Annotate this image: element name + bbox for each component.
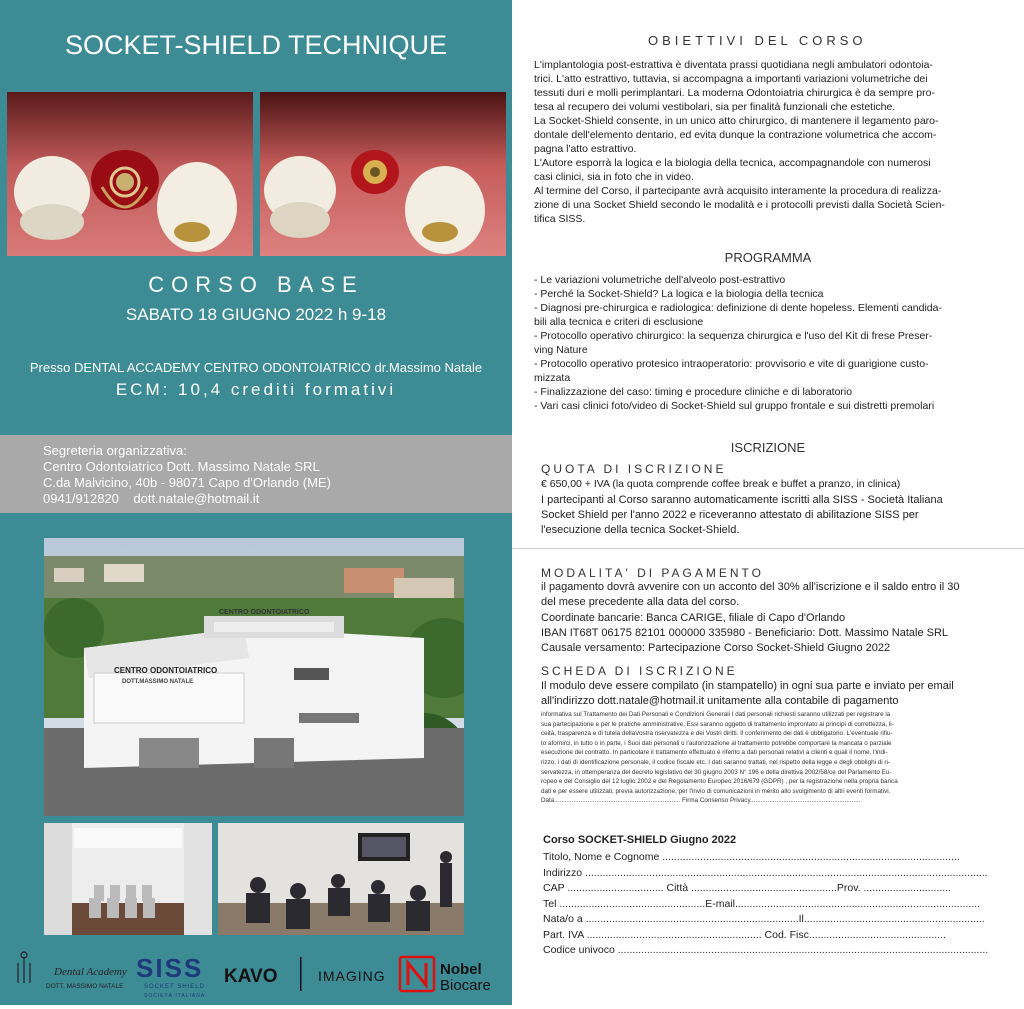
payment-line: il pagamento dovrà avvenire con un acconto del 30% all'iscrizione e il saldo entro il 30 [541, 581, 960, 593]
program-item: - Perché la Socket-Shield? La logica e la biologia della tecnica [534, 288, 824, 300]
dental-academy-subtext: DOTT. MASSIMO NATALE [46, 983, 124, 990]
classroom-empty-photo [44, 823, 212, 935]
payment-line: Coordinate bancarie: Banca CARIGE, filiale di Capo d'Orlando [541, 611, 846, 624]
form-field-tel-email[interactable]: Tel ..................................................E-mail.................................................................................... [543, 897, 981, 910]
program-item: - Le variazioni volumetriche dell'alveolo post-estrattivo [534, 274, 786, 286]
siss-logo: SISS [136, 953, 204, 983]
objectives-line: zione di una Socket Shield secondo le modalità e i protocolli previsti dalla Società Scien- [534, 199, 945, 211]
objectives-line: tesa al recupero dei volumi vestibolari, sia per finalità funzionali che estetiche. [534, 101, 896, 113]
divider [512, 548, 1024, 549]
program-heading: PROGRAMMA [724, 250, 812, 265]
dental-academy-name: Dental Academy [54, 966, 127, 978]
fee-amount: € 650,00 + IVA (la quota comprende coffee break e buffet a pranzo, in clinica) [541, 478, 901, 490]
fee-line: I partecipanti al Corso saranno automaticamente iscritti alla SISS - Società Italiana [541, 494, 943, 506]
privacy-line: dati e per essere utilizzati, previa autorizzazione, per l'invio di comunicazioni in merito allo svolgimento di altri eventi formativi. [541, 787, 891, 795]
imaging-logo: IMAGING [318, 968, 386, 984]
privacy-line: ceità, trasparenza e di tutela dellaVostra riservatezza e dei Vostri diritti. Il conferimento dei dati è obbligatorio. L'eventuale rifiu- [541, 730, 893, 738]
objectives-line: L'Autore esporrà la logica e la biologia della tecnica, accompagnandole con numerosi [534, 157, 931, 169]
program-item: - Protocollo operativo protesico intraoperatorio: provvisorio e vite di guarigione custo- [534, 358, 929, 370]
privacy-line: servatezza, in ottemperanza del decreto legislativo del 30 giugno 2003 N° 196 e della direttiva 2002/58/ce del Parlamento Eu- [541, 768, 892, 776]
privacy-line: Data........................................................................ Firma Consenso Privacy............................................................... [541, 797, 861, 805]
ecm-credits: ECM: 10,4 crediti formativi [115, 380, 397, 399]
form-title: Corso SOCKET-SHIELD Giugno 2022 [543, 834, 737, 846]
program-item: mizzata [534, 372, 571, 384]
form-field-code[interactable]: Codice univoco ............................................................................................................................... [543, 944, 989, 956]
objectives-line: pagna l'atto estrattivo. [534, 143, 637, 155]
payment-line: IBAN IT68T 06175 82101 000000 335980 - Beneficiario: Dott. Massimo Natale SRL [541, 626, 949, 639]
dental-photo-after [260, 92, 506, 256]
form-field-address[interactable]: Indirizzo .......................................................................................................................................... [543, 866, 988, 879]
kavo-logo: KAVO [224, 966, 278, 987]
building-sign-text: CENTRO ODONTOIATRICO [114, 666, 218, 675]
course-location: Presso DENTAL ACCADEMY CENTRO ODONTOIATRICO dr.Massimo Natale [29, 360, 483, 375]
privacy-line: sua partecipazione e per le pratiche amministrative. Essi saranno oggetto di trattamento improntato ai principi di correttezza, li- [541, 720, 894, 728]
building-sign-subtext: DOTT.MASSIMO NATALE [122, 679, 194, 685]
form-instruction-line: all'indirizzo dott.natale@hotmail.it unitamente alla contabile di pagamento [541, 695, 899, 707]
privacy-line: informativa sul Trattamento dei Dati Personali e Condizioni Generali I dati personali richiesti saranno utilizzati per registrare la [541, 711, 891, 718]
form-field-birth[interactable]: Nata/o a .........................................................................Il.............................................................. [543, 913, 985, 925]
poster-title: SOCKET-SHIELD TECHNIQUE [64, 30, 448, 60]
program-item: - Protocollo operativo chirurgico: la sequenza chirurgica e l'uso del Kit di frese Preser- [534, 330, 933, 342]
form-instruction-line: Il modulo deve essere compilato (in stampatello) in ogni sua parte e inviato per email [541, 680, 954, 692]
fee-line: Socket Shield per l'anno 2022 e riceveranno attestato di abilitazione SISS per [541, 509, 919, 521]
course-level: CORSO BASE [148, 272, 364, 297]
secretariat-title: Segreteria organizzativa: [43, 443, 187, 458]
privacy-line: rizzo, i dati di identificazione personale, il codice fiscale etc. I dati saranno trattati, nel rispetto della legge e degli obblighi di ri- [541, 758, 890, 766]
objectives-line: tifica SISS. [534, 213, 586, 225]
objectives-heading: OBIETTIVI DEL CORSO [648, 33, 867, 48]
nobel-logo-line2: Biocare [440, 977, 491, 994]
objectives-line: Al termine del Corso, il partecipante avrà acquisito interamente la procedura di realizza- [534, 185, 942, 197]
fee-line: l'esecuzione della tecnica Socket-Shield. [541, 524, 740, 536]
objectives-line: L'implantologia post-estrattiva è diventata prassi quotidiana negli ambulatori odontoia- [534, 59, 933, 71]
nobel-logo-line1: Nobel [440, 961, 482, 978]
siss-subtext: SOCKET SHIELD [144, 984, 205, 990]
program-item: - Diagnosi pre-chirurgica e radiologica: definizione di dente hopeless. Elementi candida- [534, 302, 942, 314]
objectives-line: dontale dell'elemento dentario, ed evita dunque la contrazione volumetrica che accom- [534, 129, 937, 141]
payment-heading: MODALITA' DI PAGAMENTO [541, 566, 764, 580]
course-date: SABATO 18 GIUGNO 2022 h 9-18 [125, 305, 387, 324]
form-instructions [541, 679, 954, 709]
clinic-building-photo [44, 538, 464, 816]
payment-line: Causale versamento: Partecipazione Corso Socket-Shield Giugno 2022 [541, 642, 891, 655]
program-item: bili alla tecnica e criteri di esclusione [534, 316, 704, 328]
objectives-line: trici. L'atto estrattivo, tuttavia, si accompagna a importanti variazioni volumetriche dei [534, 73, 928, 85]
classroom-audience-photo [218, 823, 464, 935]
form-field-name[interactable]: Titolo, Nome e Cognome ...................................................................................................... [543, 851, 960, 863]
payment-text [541, 580, 960, 656]
program-item: - Vari casi clinici foto/video di Socket-Shield sul gruppo frontale e sui distretti premolari [534, 400, 935, 412]
fee-heading: QUOTA DI ISCRIZIONE [541, 462, 727, 476]
registration-form [543, 850, 988, 959]
secretariat-info [43, 443, 331, 507]
fee-description [541, 493, 995, 538]
privacy-notice [541, 710, 898, 806]
dental-photo-before [7, 92, 253, 256]
form-field-vat[interactable]: Part. IVA ............................................................ Cod. Fisc............................................... [543, 928, 946, 941]
siss-subtext-2: SOCIETÀ ITALIANA [144, 993, 206, 999]
form-field-cap-city[interactable]: CAP ................................. Città ..................................................Prov. .............................. [543, 882, 952, 894]
privacy-line: esecuzione del contratto. In particolare il trattamento effettuato è riferito a dati personali relativi a clienti e quali il nome, l'indi- [541, 749, 888, 757]
roof-sign-text: CENTRO ODONTOIATRICO [219, 609, 310, 616]
dental-academy-logo-icon [18, 952, 30, 983]
secretariat-phone: 0941/912820 [43, 491, 119, 506]
privacy-line: ropeo e del Consiglio del 12 luglio 2002 e del Regolamento Europeo 2016/679 (GDPR) , per la registrazione nella propria banca [541, 778, 898, 786]
objectives-text [534, 58, 994, 226]
payment-line: del mese precedente alla data del corso. [541, 596, 740, 609]
secretariat-address: C.da Malvicino, 40b - 98071 Capo d'Orlando (ME) [43, 475, 331, 490]
privacy-line: to afornirci, in tutto o in parte, i Suoi dati personali o l'autorizzazione al trattamento potrebbe comportare la mancata o parziale [541, 739, 892, 747]
objectives-line: tessuti duri e molli perimplantari. La moderna Odontoiatria chirurgica è da sempre pro- [534, 87, 935, 99]
secretariat-org: Centro Odontoiatrico Dott. Massimo Natale SRL [43, 459, 320, 474]
program-item: - Finalizzazione del caso: timing e procedure cliniche e di laboratorio [534, 386, 853, 398]
objectives-line: casi clinici, sia in foto che in video. [534, 171, 694, 183]
program-list [534, 273, 1004, 413]
sponsor-logos [0, 945, 512, 1005]
objectives-line: La Socket-Shield consente, in un unico atto chirurgico, di mantenere il legamento paro- [534, 115, 939, 127]
registration-heading: ISCRIZIONE [730, 440, 806, 455]
form-section-heading: SCHEDA DI ISCRIZIONE [541, 664, 738, 678]
secretariat-email[interactable]: dott.natale@hotmail.it [133, 491, 260, 506]
program-item: ving Nature [534, 344, 588, 356]
